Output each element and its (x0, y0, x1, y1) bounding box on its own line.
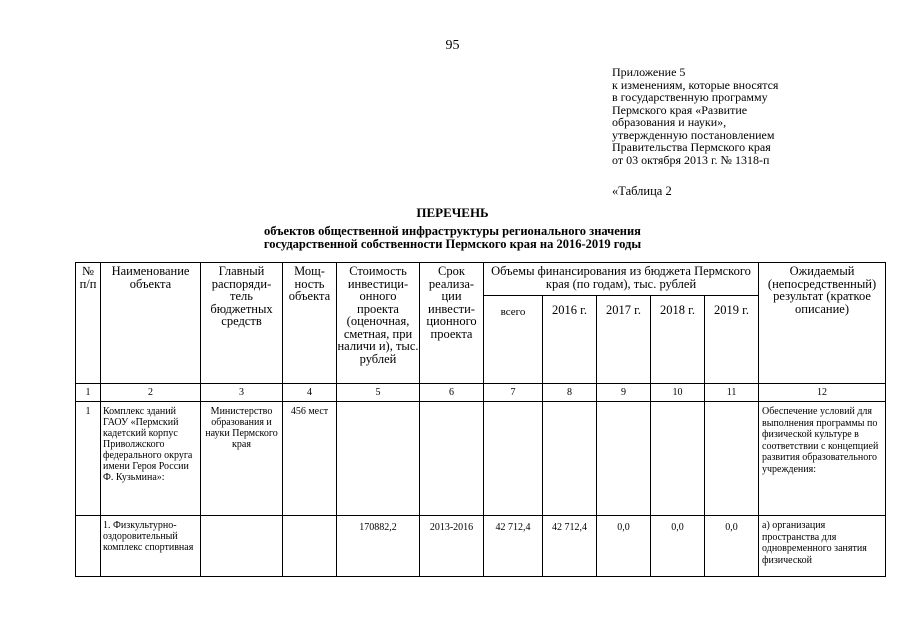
row-number: 1 (76, 402, 101, 516)
column-number: 5 (337, 384, 420, 402)
header-year-2019: 2019 г. (705, 296, 759, 384)
empty-cell (420, 402, 484, 516)
appendix-line: утвержденную постановлением (612, 127, 775, 142)
empty-cell (651, 402, 705, 516)
header-object-name: Наименование объекта (101, 263, 201, 384)
empty-cell (597, 402, 651, 516)
document-subtitle (0, 225, 905, 251)
table-label: «Таблица 2 (612, 184, 672, 198)
column-number: 11 (705, 384, 759, 402)
page-number: 95 (445, 38, 460, 53)
header-year-2017: 2017 г. (597, 296, 651, 384)
table-row (76, 402, 886, 516)
column-number: 8 (543, 384, 597, 402)
financing-2018: 0,0 (651, 516, 705, 577)
table-row (76, 516, 886, 577)
column-number: 2 (101, 384, 201, 402)
empty-cell (337, 402, 420, 516)
budget-manager: Министерство образования и науки Пермского края (201, 402, 283, 516)
empty-cell (201, 516, 283, 577)
header-project-period: Срок реализа-ции инвести-ционного проекта (420, 263, 484, 384)
header-expected-result: Ожидаемый (непосредственный) результат (краткое описание) (759, 263, 886, 384)
empty-cell (76, 516, 101, 577)
header-project-cost: Стоимость инвестици-онного проекта (оценочная, сметная, при наличи и), тыс. рублей (337, 263, 420, 384)
header-year-2016: 2016 г. (543, 296, 597, 384)
column-number: 12 (759, 384, 886, 402)
column-number: 3 (201, 384, 283, 402)
expected-result: а) организация пространства для одновременного занятия физической (759, 516, 886, 577)
header-financing: Объемы финансирования из бюджета Пермского края (по годам), тыс. рублей (484, 263, 759, 296)
empty-cell (484, 402, 543, 516)
object-name: 1. Физкультурно-оздоровительный комплекс спортивная (101, 516, 201, 577)
project-cost: 170882,2 (337, 516, 420, 577)
financing-total: 42 712,4 (484, 516, 543, 577)
appendix-line: в государственную программу (612, 90, 768, 104)
financing-2016: 42 712,4 (543, 516, 597, 577)
empty-cell (705, 402, 759, 516)
subtitle-line: объектов общественной инфраструктуры регионального значения (264, 224, 641, 238)
column-number: 10 (651, 384, 705, 402)
header-capacity: Мощ-ность объекта (283, 263, 337, 384)
project-period: 2013-2016 (420, 516, 484, 577)
appendix-line: Пермского края «Развитие (612, 102, 748, 117)
header-number: № п/п (76, 263, 101, 384)
column-number: 9 (597, 384, 651, 402)
empty-cell (543, 402, 597, 516)
document-title: ПЕРЕЧЕНЬ (416, 205, 489, 220)
column-number: 6 (420, 384, 484, 402)
header-budget-manager: Главный распоряди-тель бюджетных средств (201, 263, 283, 384)
objects-table (75, 262, 886, 577)
expected-result: Обеспечение условий для выполнения программы по физической культуре в соответствии с концепцией развития образовательного учреждения: (759, 402, 886, 516)
appendix-line: образования и науки», (612, 115, 727, 129)
appendix-line: от 03 октября 2013 г. № 1318-п (612, 152, 770, 167)
appendix-line: Правительства Пермского края (612, 140, 771, 154)
column-number: 1 (76, 384, 101, 402)
column-number-row (76, 384, 886, 402)
financing-2017: 0,0 (597, 516, 651, 577)
financing-2019: 0,0 (705, 516, 759, 577)
column-number: 7 (484, 384, 543, 402)
header-year-2018: 2018 г. (651, 296, 705, 384)
header-total: всего (484, 296, 543, 384)
appendix-note (612, 66, 897, 166)
subtitle-line: государственной собственности Пермского края на 2016-2019 годы (263, 237, 642, 251)
object-name: Комплекс зданий ГАОУ «Пермский кадетский корпус Приволжского федерального округа имени Героя России Ф. Кузьмина»: (101, 402, 201, 516)
capacity: 456 мест (283, 402, 337, 516)
appendix-line: Приложение 5 (612, 65, 686, 79)
appendix-line: к изменениям, которые вносятся (612, 77, 779, 92)
column-number: 4 (283, 384, 337, 402)
empty-cell (283, 516, 337, 577)
